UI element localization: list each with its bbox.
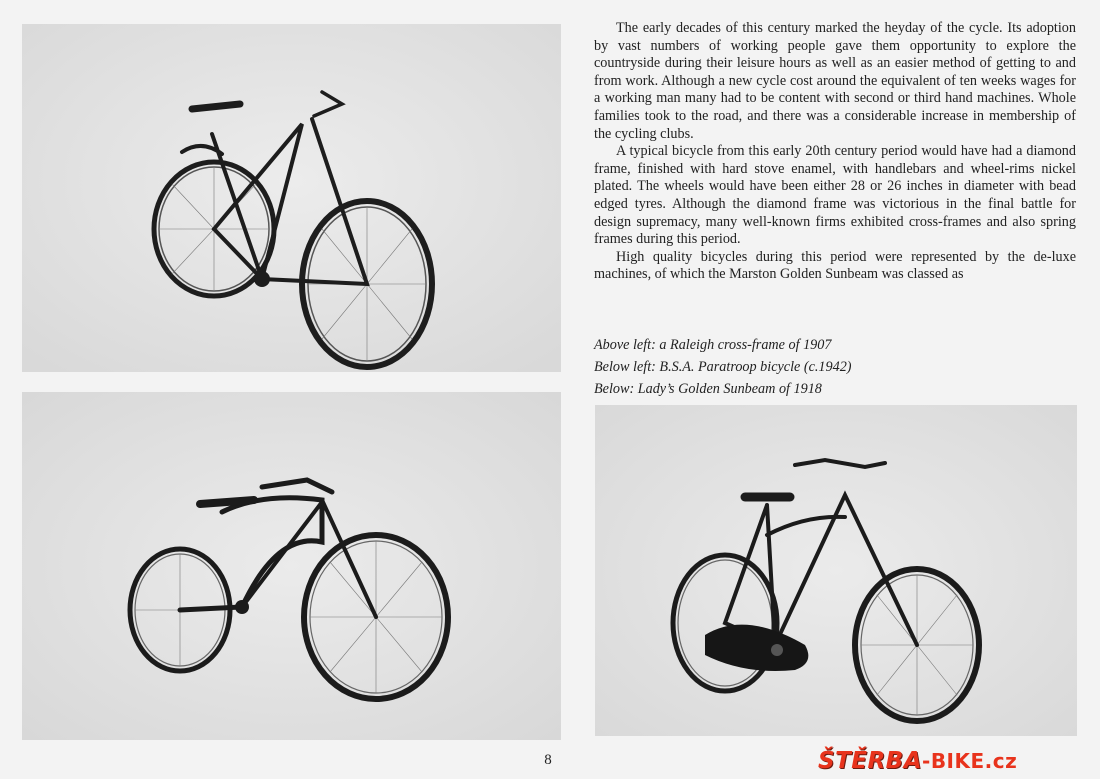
watermark-logo — [818, 748, 1017, 774]
photo-raleigh-cross-frame — [22, 24, 561, 372]
paragraph: A typical bicycle from this early 20th century period would have had a diamond frame, finished with hard stove enamel, with handlebars and wheel-rims nickel plated. The wheels would have been either 28 or 26 inches in diameter with bead edged tyres. Although the diamond frame was victorious in the final battle for design supremacy, many well-known firms exhibited cross-frames and also spring frames during this period. — [594, 143, 1076, 248]
photo-bsa-paratroop-bicycle — [22, 392, 561, 740]
watermark-suffix: -BIKE.cz — [922, 749, 1018, 773]
page-number: 8 — [544, 752, 552, 768]
paragraph: High quality bicycles during this period were represented by the de-luxe machines, of which the Marston Golden Sunbeam was classed as — [594, 248, 1076, 283]
photo-ladys-golden-sunbeam — [595, 405, 1077, 736]
caption-below-left: Below left: B.S.A. Paratroop bicycle (c.1942) — [594, 359, 852, 375]
caption-above-left: Above left: a Raleigh cross-frame of 1907 — [594, 337, 832, 353]
article-body — [594, 20, 1076, 284]
caption-below: Below: Lady’s Golden Sunbeam of 1918 — [594, 381, 822, 397]
paragraph: The early decades of this century marked the heyday of the cycle. Its adoption by vast numbers of working people gave them opportunity to explore the countryside during their leisure hours as well as an easier method of getting to and from work. Although a new cycle cost around the equivalent of ten weeks wages for a working man many had to be content with second or third hand machines. Whole families took to the road, and there was a considerable increase in membership of the cycling clubs. — [594, 20, 1076, 142]
photo-captions — [594, 334, 1076, 400]
watermark-brand: ŠTĚRBA — [818, 748, 923, 774]
